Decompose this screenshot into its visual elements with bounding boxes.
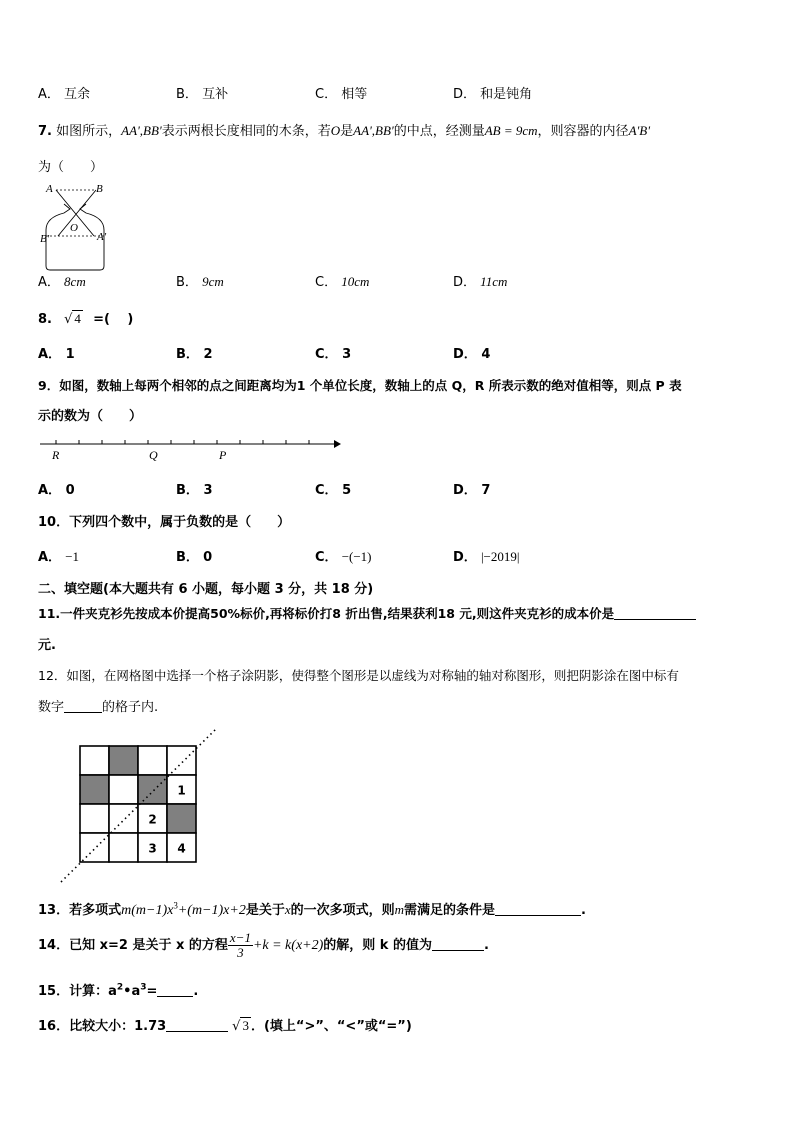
q7-container-figure — [38, 178, 118, 278]
question-number: 15． — [38, 984, 70, 999]
q11-stem-line2: 元. — [38, 638, 56, 653]
option-letter: D． — [453, 275, 477, 290]
question-number: 8. — [38, 312, 52, 327]
q13-text: . — [581, 903, 586, 918]
grid-cell-number: 4 — [177, 841, 186, 856]
q12-grid-figure — [56, 724, 224, 886]
question-number: 16． — [38, 1019, 70, 1034]
q9-option-a — [38, 479, 75, 498]
sqrt-radicand: 3 — [242, 1018, 249, 1033]
question-number: 9． — [38, 378, 60, 393]
grid-cell — [138, 746, 167, 775]
sqrt-symbol: √ — [64, 312, 73, 327]
option-letter: A． — [38, 550, 62, 565]
grid-cell — [80, 833, 109, 862]
grid-cell — [109, 833, 138, 862]
q7-text: 如图所示， — [56, 124, 122, 139]
q7-stem-line2: 为（ ） — [38, 160, 104, 175]
q7-text: 的中点，经测量 — [393, 124, 485, 139]
option-text: 8cm — [64, 274, 86, 289]
grid-cell-shaded — [109, 746, 138, 775]
q15-text: 计算：a — [69, 984, 117, 999]
q14-math: +k = k(x+2) — [252, 938, 324, 953]
answer-blank[interactable] — [614, 606, 696, 620]
question-number: 7. — [38, 124, 52, 139]
grid-cell — [109, 804, 138, 833]
q14-stem — [38, 931, 489, 960]
number-line-label-p: P — [219, 448, 227, 462]
q15-text: = — [146, 984, 158, 999]
option-letter: C． — [315, 347, 338, 362]
fig-label-b: B — [96, 183, 103, 195]
answer-blank[interactable] — [166, 1018, 228, 1032]
number-line-label-r: R — [52, 448, 60, 462]
q7-option-b — [176, 271, 224, 290]
q15-exponent: 2 — [116, 982, 124, 993]
q7-stem-line1 — [38, 120, 650, 139]
grid-cell-shaded — [138, 775, 167, 804]
q12-stem-line1: 12．如图，在网格图中选择一个格子涂阴影，使得整个图形是以虚线为对称轴的轴对称图形，则把阴影涂在图中标有 — [38, 668, 679, 683]
option-letter: B． — [176, 483, 199, 498]
q13-text: 需满足的条件是 — [404, 903, 496, 918]
option-text: 3 — [342, 347, 352, 362]
answer-blank[interactable] — [157, 983, 193, 997]
q15-text: . — [193, 984, 199, 999]
number-line-label-q: Q — [149, 448, 158, 462]
q13-stem — [38, 899, 586, 919]
q10-text: 下列四个数中，属于负数的是（ ） — [69, 515, 291, 530]
q15-text: •a — [123, 984, 141, 999]
answer-blank[interactable] — [432, 937, 484, 951]
q13-text: 是关于 — [245, 903, 285, 918]
q7-text: 是 — [340, 124, 354, 139]
q14-text: 已知 x=2 是关于 x 的方程 — [69, 938, 228, 953]
q7-math: AB = 9cm — [484, 123, 538, 138]
option-text: −1 — [65, 549, 80, 564]
option-letter: C． — [315, 483, 338, 498]
option-text: 和是钝角 — [480, 87, 533, 102]
option-letter: C． — [315, 550, 338, 565]
q13-text: 若多项式 — [69, 903, 122, 918]
grid-cell-number: 3 — [148, 841, 157, 856]
q9-option-b — [176, 479, 213, 498]
answer-blank[interactable] — [495, 902, 581, 916]
q7-text: ，则容器的内径 — [537, 124, 629, 139]
fraction-denominator: 3 — [237, 945, 244, 960]
q7-math: O — [330, 123, 341, 138]
arrow-icon — [334, 440, 341, 448]
q12-stem-line2 — [38, 696, 158, 715]
option-text: 0 — [65, 483, 75, 498]
option-text: 9cm — [202, 274, 224, 289]
grid-cell-number: 1 — [177, 783, 186, 798]
fraction-numerator: x−1 — [229, 930, 251, 945]
option-letter: A． — [38, 87, 60, 102]
option-text: 5 — [342, 483, 352, 498]
q16-text: 比较大小：1.73 — [69, 1019, 167, 1034]
option-letter: A． — [38, 483, 62, 498]
q8-option-b — [176, 343, 213, 362]
question-number: 10． — [38, 515, 70, 530]
q9-stem-line1 — [38, 376, 682, 394]
q15-exponent: 3 — [140, 982, 147, 993]
option-letter: D． — [453, 87, 477, 102]
q13-math: +(m−1)x+2 — [177, 903, 246, 918]
q8-answer-paren: =( ) — [93, 312, 134, 327]
q7-math: A'B' — [628, 123, 651, 138]
grid-cell — [167, 746, 196, 775]
grid-cell-number: 2 — [148, 812, 157, 827]
q6-option-d — [453, 83, 532, 102]
option-text: 相等 — [341, 87, 368, 102]
q6-option-b — [176, 83, 228, 102]
option-letter: B． — [176, 275, 198, 290]
fig-label-a-prime: A' — [97, 231, 107, 243]
fig-label-o: O — [70, 222, 78, 234]
q16-text: ．(填上“>”、“<”或“=”) — [250, 1019, 412, 1034]
option-text: 11cm — [480, 274, 508, 289]
q11-text: 11.一件夹克衫先按成本价提高50%标价,再将标价打8 折出售,结果获利18 元,则这件夹克衫的成本价是 — [38, 606, 615, 621]
q13-text: 的一次多项式，则 — [290, 903, 395, 918]
option-text: 互余 — [64, 87, 91, 102]
q10-option-a — [38, 546, 79, 565]
q13-math: 3 — [173, 900, 178, 911]
q10-option-d — [453, 546, 519, 565]
q7-option-c — [315, 271, 369, 290]
q7-option-a — [38, 271, 86, 290]
q6-option-c — [315, 83, 367, 102]
q8-option-c — [315, 343, 351, 362]
option-text: 互补 — [202, 87, 229, 102]
option-text: 1 — [65, 347, 75, 362]
q12-text: 数字 — [38, 700, 65, 715]
q11-stem-line1 — [38, 604, 696, 622]
fig-label-b-prime: B' — [40, 233, 50, 245]
q16-stem — [38, 1015, 412, 1034]
grid-cell-shaded — [80, 775, 109, 804]
option-letter: A． — [38, 347, 62, 362]
option-letter: B． — [176, 87, 198, 102]
sqrt-radicand: 4 — [74, 311, 81, 326]
q15-stem — [38, 980, 198, 999]
q13-math: m(m−1)x — [121, 903, 174, 918]
section-heading: 二、填空题(本大题共有 6 小题，每小题 3 分，共 18 分) — [38, 582, 374, 597]
option-letter: B． — [176, 347, 199, 362]
grid-cell — [80, 746, 109, 775]
q13-math: m — [394, 902, 405, 917]
q7-text: 表示两根长度相同的木条，若 — [161, 124, 331, 139]
number-line-ticks — [56, 440, 309, 444]
question-number: 13． — [38, 903, 70, 918]
grid-cell — [109, 775, 138, 804]
sqrt-symbol: √ — [232, 1019, 241, 1034]
fraction — [228, 931, 253, 960]
q8-option-d — [453, 343, 490, 362]
q8-stem — [38, 308, 133, 327]
q13-math: x — [284, 902, 291, 917]
option-letter: A． — [38, 275, 60, 290]
q10-stem — [38, 511, 290, 530]
q10-option-b — [176, 546, 212, 565]
option-letter: C． — [315, 87, 338, 102]
option-text: 3 — [203, 483, 213, 498]
grid-cells — [80, 746, 196, 862]
option-text: 0 — [203, 550, 213, 565]
q7-option-d — [453, 271, 507, 290]
option-text: 2 — [203, 347, 213, 362]
q12-text: 的格子内. — [102, 700, 159, 715]
q7-math: AA',BB' — [353, 123, 394, 138]
option-letter: D． — [453, 347, 477, 362]
answer-blank[interactable] — [64, 699, 102, 713]
option-text: 4 — [481, 347, 491, 362]
q14-text: 的解，则 k 的值为 — [323, 938, 432, 953]
option-letter: B． — [176, 550, 199, 565]
q9-text: 如图，数轴上每两个相邻的点之间距离均为1 个单位长度，数轴上的点 Q，R 所表示数的绝对值相等，则点 P 表 — [59, 378, 682, 393]
q9-number-line — [38, 434, 342, 468]
fig-label-a: A — [46, 183, 53, 195]
option-letter: C． — [315, 275, 338, 290]
grid-cell-shaded — [167, 804, 196, 833]
question-number: 14． — [38, 938, 70, 953]
q10-option-c — [315, 546, 372, 565]
q9-option-c — [315, 479, 351, 498]
option-letter: D． — [453, 483, 477, 498]
q14-text: . — [483, 938, 489, 953]
option-letter: D． — [453, 550, 477, 565]
q9-stem-line2: 示的数为（ ） — [38, 409, 143, 424]
option-text: 7 — [481, 483, 491, 498]
option-text: 10cm — [341, 274, 370, 289]
option-text: |−2019| — [480, 549, 520, 564]
grid-cell — [80, 804, 109, 833]
q7-math: AA',BB' — [121, 123, 162, 138]
option-text: −(−1) — [341, 549, 372, 564]
q9-option-d — [453, 479, 490, 498]
q8-option-a — [38, 343, 75, 362]
q6-option-a — [38, 83, 90, 102]
